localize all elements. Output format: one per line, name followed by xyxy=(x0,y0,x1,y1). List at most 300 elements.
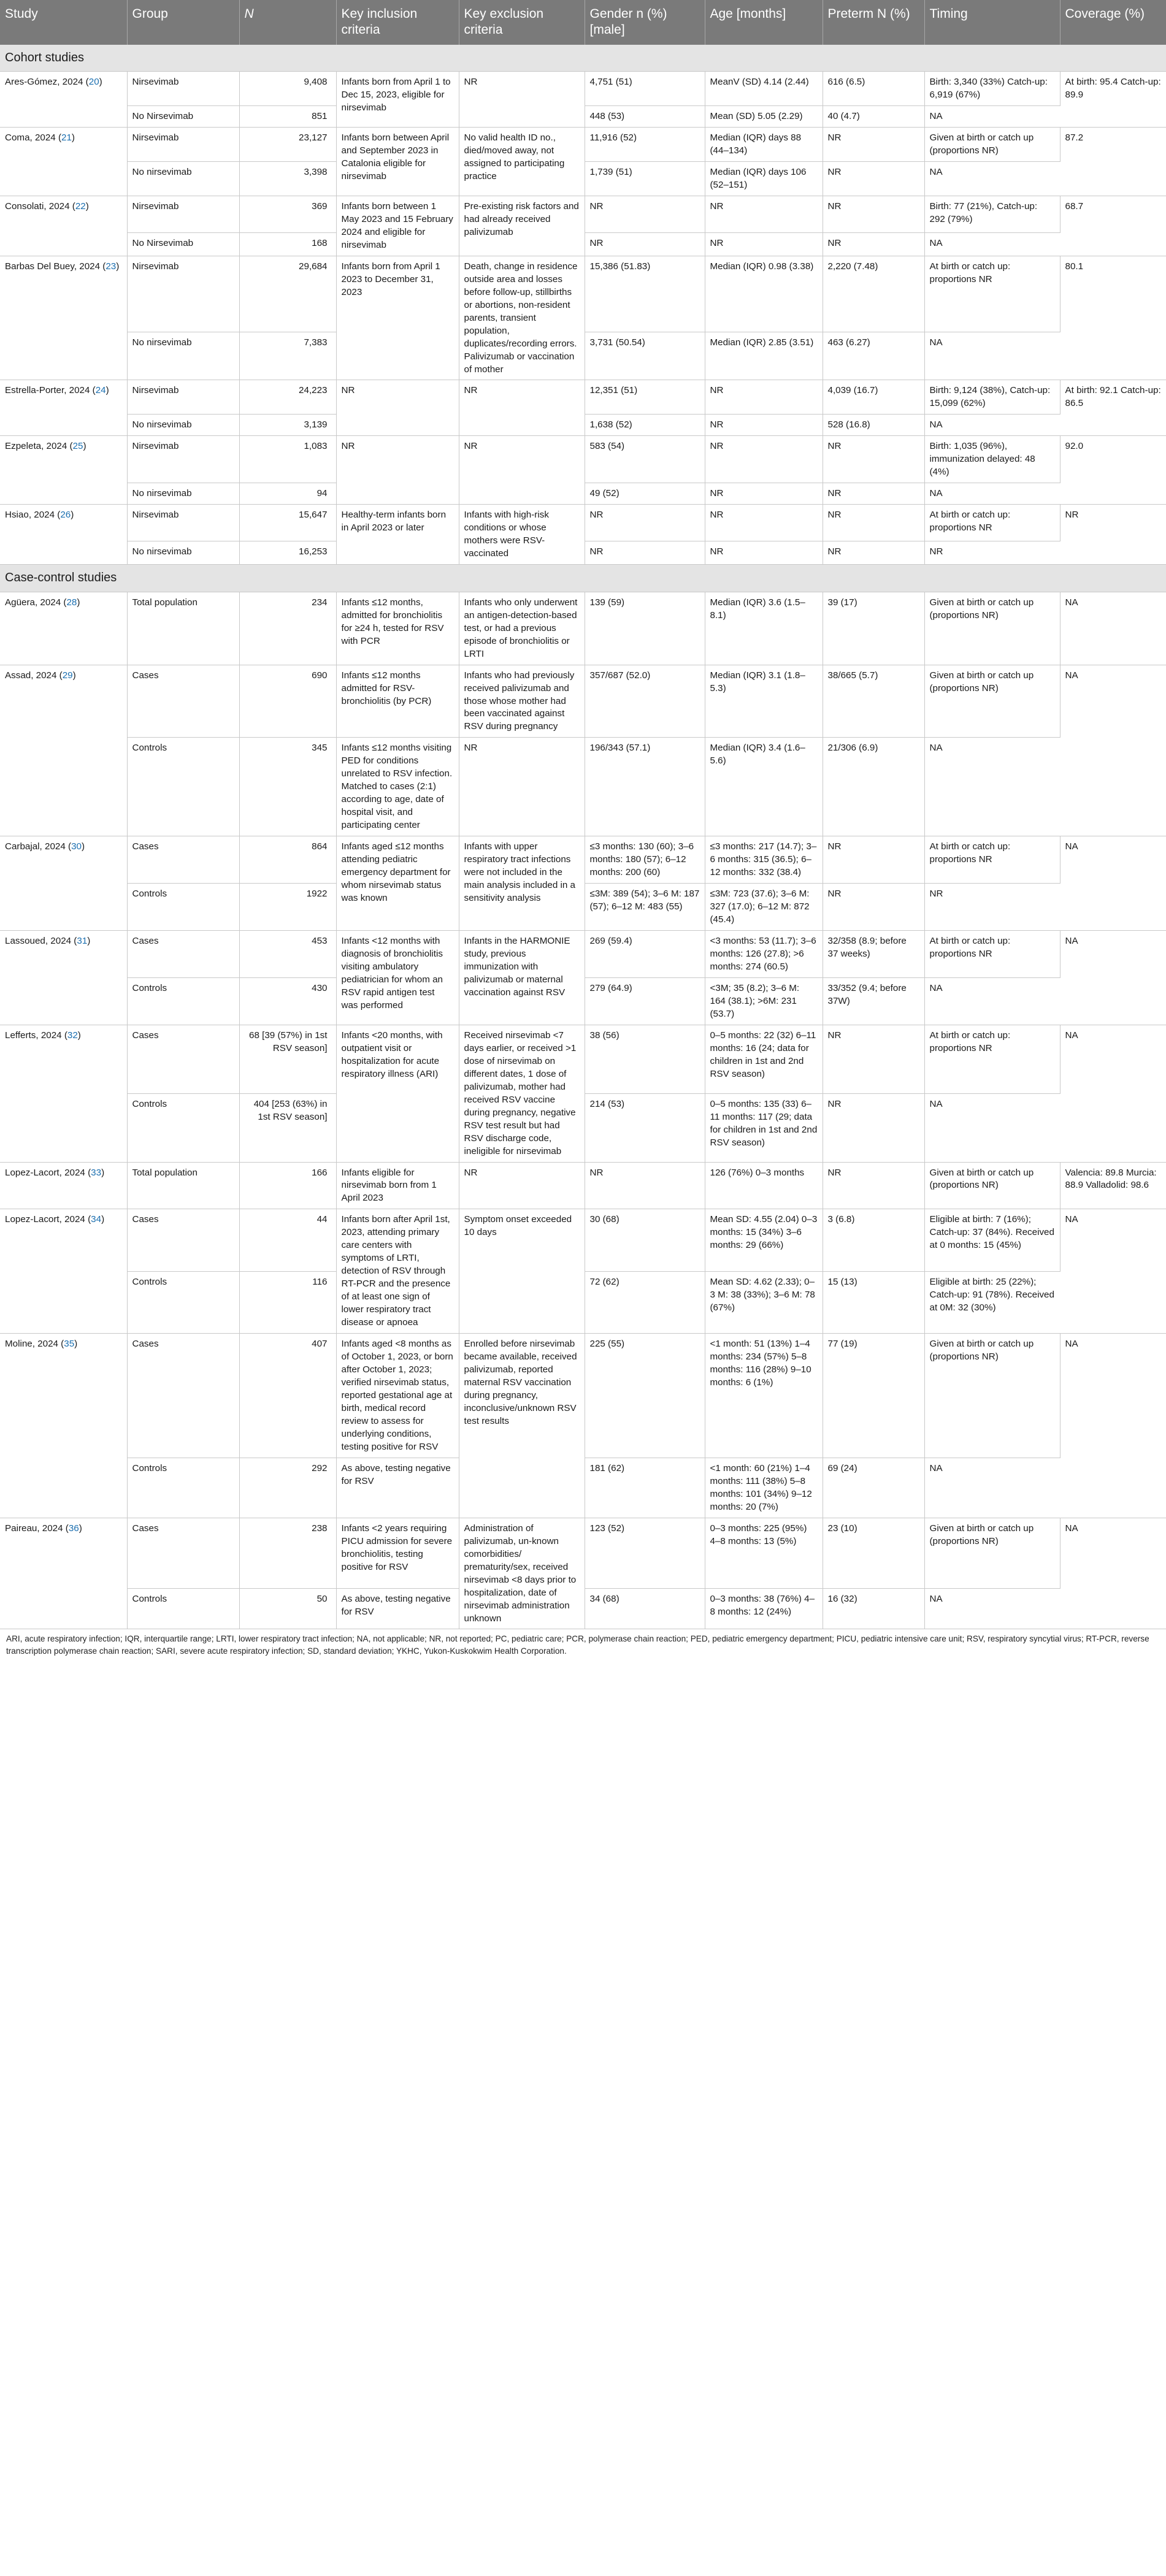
exclusion-cell: Pre-existing risk factors and had already received palivizumab xyxy=(459,196,585,256)
exclusion-cell: Infants with upper respiratory tract infections were not included in the main analysis included in a sensitivity analysis xyxy=(459,836,585,931)
preterm-cell: NR xyxy=(823,196,924,232)
table-row xyxy=(0,128,1166,162)
timing-cell: NR xyxy=(924,884,1060,931)
table-row xyxy=(0,592,1166,665)
study-cell xyxy=(0,1209,127,1334)
reference-close: ) xyxy=(79,1523,82,1534)
exclusion-cell: Administration of palivizumab, un-known comorbidities/ prematurity/sex, received nirsevimab <8 days prior to hospitalization, date of nirsevimab administration unknown xyxy=(459,1518,585,1629)
n-cell: 690 xyxy=(239,665,336,738)
reference-close: ) xyxy=(81,841,85,852)
n-cell: 864 xyxy=(239,836,336,884)
reference-close: ) xyxy=(74,1339,78,1350)
preterm-cell: 16 (32) xyxy=(823,1589,924,1629)
group-cell: Nirsevimab xyxy=(127,256,239,332)
preterm-cell: NR xyxy=(823,161,924,196)
gender-cell: 4,751 (51) xyxy=(585,72,705,106)
inclusion-cell: Infants eligible for nirsevimab born from 1 April 2023 xyxy=(336,1162,459,1209)
age-cell: Median (IQR) 0.98 (3.38) xyxy=(705,256,823,332)
gender-cell: 139 (59) xyxy=(585,592,705,665)
table-row xyxy=(0,1518,1166,1589)
preterm-cell: 38/665 (5.7) xyxy=(823,665,924,738)
study-cell xyxy=(0,1518,127,1629)
exclusion-cell: NR xyxy=(459,380,585,436)
header-inclusion: Key inclusion criteria xyxy=(336,0,459,45)
study-name: Assad, 2024 ( xyxy=(5,670,63,681)
inclusion-cell: Infants born between April and September 2023 in Catalonia eligible for nirsevimab xyxy=(336,128,459,196)
coverage-cell: 87.2 xyxy=(1060,128,1166,196)
study-name: Lassoued, 2024 ( xyxy=(5,936,77,946)
gender-cell: 214 (53) xyxy=(585,1093,705,1162)
gender-cell: 72 (62) xyxy=(585,1271,705,1333)
reference-close: ) xyxy=(71,510,74,521)
coverage-cell: NA xyxy=(1060,1334,1166,1518)
study-name: Consolati, 2024 ( xyxy=(5,201,75,212)
study-name: Moline, 2024 ( xyxy=(5,1339,64,1350)
preterm-cell: NR xyxy=(823,1025,924,1093)
age-cell: <1 month: 60 (21%) 1–4 months: 111 (38%) 5–8 months: 101 (34%) 9–12 months: 20 (7%) xyxy=(705,1458,823,1518)
reference-link[interactable]: 22 xyxy=(75,201,86,212)
reference-close: ) xyxy=(101,1167,105,1178)
reference-link[interactable]: 33 xyxy=(91,1167,102,1178)
coverage-cell: NA xyxy=(1060,836,1166,931)
inclusion-cell: Infants born from April 1 2023 to December 31, 2023 xyxy=(336,256,459,380)
inclusion-cell: Infants aged <8 months as of October 1, 2023, or born after October 1, 2023; verified nirsevimab status, reported gestational age at birth, medical record review to assess for underlying conditions, testing positive for RSV xyxy=(336,1334,459,1458)
header-age: Age [months] xyxy=(705,0,823,45)
preterm-cell: 3 (6.8) xyxy=(823,1209,924,1271)
timing-cell: At birth or catch up: proportions NR xyxy=(924,505,1060,541)
section-title: Cohort studies xyxy=(0,45,1166,72)
section-row xyxy=(0,565,1166,592)
inclusion-cell: Infants born between 1 May 2023 and 15 February 2024 and eligible for nirsevimab xyxy=(336,196,459,256)
group-cell: Controls xyxy=(127,1589,239,1629)
gender-cell: 11,916 (52) xyxy=(585,128,705,162)
coverage-cell: Valencia: 89.8 Murcia: 88.9 Valladolid: 98.6 xyxy=(1060,1162,1166,1209)
gender-cell: ≤3 months: 130 (60); 3–6 months: 180 (57); 6–12 months: 200 (60) xyxy=(585,836,705,884)
inclusion-cell: NR xyxy=(336,436,459,505)
reference-link[interactable]: 36 xyxy=(68,1523,79,1534)
preterm-cell: 69 (24) xyxy=(823,1458,924,1518)
timing-cell: Birth: 9,124 (38%), Catch-up: 15,099 (62%) xyxy=(924,380,1060,415)
age-cell: MeanV (SD) 4.14 (2.44) xyxy=(705,72,823,106)
gender-cell: 123 (52) xyxy=(585,1518,705,1589)
age-cell: Median (IQR) days 88 (44–134) xyxy=(705,128,823,162)
n-cell: 24,223 xyxy=(239,380,336,415)
inclusion-cell: Infants <2 years requiring PICU admission for severe bronchiolitis, testing positive for RSV xyxy=(336,1518,459,1589)
section-row xyxy=(0,45,1166,72)
timing-cell: Given at birth or catch up (proportions NR) xyxy=(924,1334,1060,1458)
exclusion-cell: NR xyxy=(459,436,585,505)
preterm-cell: NR xyxy=(823,884,924,931)
table-row xyxy=(0,72,1166,106)
table-footnote: ARI, acute respiratory infection; IQR, interquartile range; LRTI, lower respiratory tract infection; NA, not applicable; NR, not reported; PC, pediatric care; PCR, polymerase chain reaction; PED, pediatric emergency department; PICU, pediatric intensive care unit; RSV, respiratory syncytial virus; RT-PCR, reverse transcription polymerase chain reaction; SARI, severe acute respiratory infection; SD, standard deviation; YKHC, Yukon-Kuskokwim Health Corporation. xyxy=(6,1634,1149,1656)
study-cell xyxy=(0,256,127,380)
n-cell: 50 xyxy=(239,1589,336,1629)
age-cell: <3M; 35 (8.2); 3–6 M: 164 (38.1); >6M: 231 (53.7) xyxy=(705,977,823,1025)
age-cell: Mean (SD) 5.05 (2.29) xyxy=(705,106,823,128)
coverage-cell: At birth: 95.4 Catch-up: 89.9 xyxy=(1060,72,1166,128)
group-cell: Nirsevimab xyxy=(127,128,239,162)
reference-link[interactable]: 28 xyxy=(66,597,77,608)
table-row xyxy=(0,1209,1166,1271)
section-title: Case-control studies xyxy=(0,565,1166,592)
reference-link[interactable]: 29 xyxy=(62,670,73,681)
study-name: Carbajal, 2024 ( xyxy=(5,841,72,852)
age-cell: NR xyxy=(705,505,823,541)
reference-close: ) xyxy=(85,201,89,212)
group-cell: Nirsevimab xyxy=(127,72,239,106)
n-cell: 430 xyxy=(239,977,336,1025)
group-cell: No nirsevimab xyxy=(127,332,239,380)
study-name: Ezpeleta, 2024 ( xyxy=(5,441,73,452)
preterm-cell: 463 (6.27) xyxy=(823,332,924,380)
exclusion-cell: Infants with high-risk conditions or whose mothers were RSV-vaccinated xyxy=(459,505,585,565)
preterm-cell: 528 (16.8) xyxy=(823,415,924,436)
group-cell: No nirsevimab xyxy=(127,415,239,436)
n-cell: 68 [39 (57%) in 1st RSV season] xyxy=(239,1025,336,1093)
exclusion-cell: Infants who only underwent an antigen-detection-based test, or had a previous episode of bronchiolitis or LRTI xyxy=(459,592,585,665)
group-cell: Cases xyxy=(127,665,239,738)
study-cell xyxy=(0,380,127,436)
exclusion-cell: NR xyxy=(459,1162,585,1209)
reference-link[interactable]: 32 xyxy=(67,1030,78,1041)
preterm-cell: NR xyxy=(823,1162,924,1209)
group-cell: Controls xyxy=(127,884,239,931)
timing-cell: Birth: 1,035 (96%), immunization delayed: 48 (4%) xyxy=(924,436,1060,483)
timing-cell: NA xyxy=(924,1093,1060,1162)
reference-close: ) xyxy=(99,77,102,88)
age-cell: <1 month: 51 (13%) 1–4 months: 234 (57%) 5–8 months: 116 (28%) 9–10 months: 6 (1%) xyxy=(705,1334,823,1458)
n-cell: 168 xyxy=(239,233,336,256)
reference-link[interactable]: 35 xyxy=(64,1339,75,1350)
group-cell: Nirsevimab xyxy=(127,196,239,232)
preterm-cell: 32/358 (8.9; before 37 weeks) xyxy=(823,931,924,978)
n-cell: 16,253 xyxy=(239,541,336,565)
gender-cell: 12,351 (51) xyxy=(585,380,705,415)
age-cell: Median (IQR) 2.85 (3.51) xyxy=(705,332,823,380)
reference-link[interactable]: 20 xyxy=(88,77,99,88)
n-cell: 292 xyxy=(239,1458,336,1518)
reference-link[interactable]: 31 xyxy=(77,936,88,946)
table-row xyxy=(0,836,1166,884)
study-cell xyxy=(0,665,127,836)
preterm-cell: 4,039 (16.7) xyxy=(823,380,924,415)
study-name: Hsiao, 2024 ( xyxy=(5,510,61,521)
preterm-cell: 2,220 (7.48) xyxy=(823,256,924,332)
gender-cell: 448 (53) xyxy=(585,106,705,128)
study-cell xyxy=(0,836,127,931)
preterm-cell: NR xyxy=(823,436,924,483)
timing-cell: Birth: 77 (21%), Catch-up: 292 (79%) xyxy=(924,196,1060,232)
group-cell: No Nirsevimab xyxy=(127,233,239,256)
table-body xyxy=(0,45,1166,1629)
n-cell: 238 xyxy=(239,1518,336,1589)
group-cell: Total population xyxy=(127,1162,239,1209)
n-cell: 234 xyxy=(239,592,336,665)
preterm-cell: 39 (17) xyxy=(823,592,924,665)
group-cell: Controls xyxy=(127,1271,239,1333)
exclusion-cell: NR xyxy=(459,738,585,836)
study-cell xyxy=(0,1025,127,1162)
exclusion-cell: Infants in the HARMONIE study, previous immunization with palivizumab or maternal vaccination against RSV xyxy=(459,931,585,1025)
timing-cell: NA xyxy=(924,332,1060,380)
preterm-cell: NR xyxy=(823,505,924,541)
gender-cell: 1,739 (51) xyxy=(585,161,705,196)
exclusion-cell: No valid health ID no., died/moved away, not assigned to participating practice xyxy=(459,128,585,196)
group-cell: Controls xyxy=(127,1458,239,1518)
gender-cell: 181 (62) xyxy=(585,1458,705,1518)
table-row xyxy=(0,931,1166,978)
header-row xyxy=(0,0,1166,45)
group-cell: Nirsevimab xyxy=(127,505,239,541)
study-name: Agüera, 2024 ( xyxy=(5,597,67,608)
age-cell: 126 (76%) 0–3 months xyxy=(705,1162,823,1209)
header-preterm: Preterm N (%) xyxy=(823,0,924,45)
timing-cell: Given at birth or catch up (proportions NR) xyxy=(924,128,1060,162)
preterm-cell: NR xyxy=(823,233,924,256)
timing-cell: Eligible at birth: 7 (16%); Catch-up: 37 (84%). Received at 0 months: 15 (45%) xyxy=(924,1209,1060,1271)
reference-close: ) xyxy=(71,132,75,143)
age-cell: 0–5 months: 22 (32) 6–11 months: 16 (24; data for children in 1st and 2nd RSV season) xyxy=(705,1025,823,1093)
reference-link[interactable]: 30 xyxy=(71,841,82,852)
timing-cell: Given at birth or catch up (proportions NR) xyxy=(924,665,1060,738)
timing-cell: NA xyxy=(924,1458,1060,1518)
n-cell: 29,684 xyxy=(239,256,336,332)
inclusion-cell: Infants ≤12 months visiting PED for conditions unrelated to RSV infection. Matched to cases (2:1) according to age, date of hospital visit, and participating center xyxy=(336,738,459,836)
coverage-cell: NR xyxy=(1060,505,1166,565)
reference-close: ) xyxy=(83,441,86,452)
group-cell: No nirsevimab xyxy=(127,541,239,565)
timing-cell: Given at birth or catch up (proportions NR) xyxy=(924,592,1060,665)
inclusion-cell: As above, testing negative for RSV xyxy=(336,1589,459,1629)
exclusion-cell: Received nirsevimab <7 days earlier, or received >1 dose of nirsevimab on different dates, 1 dose of palivizumab, mother had received RSV vaccine during pregnancy, negative RSV test result but had RSV discharge code, ineligible for nirsevimab xyxy=(459,1025,585,1162)
gender-cell: 225 (55) xyxy=(585,1334,705,1458)
gender-cell: 15,386 (51.83) xyxy=(585,256,705,332)
gender-cell: NR xyxy=(585,1162,705,1209)
table-row xyxy=(0,505,1166,541)
study-cell xyxy=(0,592,127,665)
coverage-cell: NA xyxy=(1060,592,1166,665)
gender-cell: NR xyxy=(585,541,705,565)
reference-close: ) xyxy=(101,1214,105,1225)
gender-cell: 1,638 (52) xyxy=(585,415,705,436)
inclusion-cell: Infants ≤12 months admitted for RSV-bronchiolitis (by PCR) xyxy=(336,665,459,738)
age-cell: Median (IQR) 3.1 (1.8–5.3) xyxy=(705,665,823,738)
study-cell xyxy=(0,1162,127,1209)
exclusion-cell: NR xyxy=(459,72,585,128)
table-row xyxy=(0,380,1166,415)
inclusion-cell: Healthy-term infants born in April 2023 or later xyxy=(336,505,459,565)
gender-cell: 583 (54) xyxy=(585,436,705,483)
age-cell: ≤3M: 723 (37.6); 3–6 M: 327 (17.0); 6–12 M: 872 (45.4) xyxy=(705,884,823,931)
gender-cell: 49 (52) xyxy=(585,483,705,505)
n-cell: 404 [253 (63%) in 1st RSV season] xyxy=(239,1093,336,1162)
n-cell: 116 xyxy=(239,1271,336,1333)
n-cell: 851 xyxy=(239,106,336,128)
reference-link[interactable]: 21 xyxy=(61,132,72,143)
reference-link[interactable]: 34 xyxy=(91,1214,102,1225)
inclusion-cell: NR xyxy=(336,380,459,436)
gender-cell: 196/343 (57.1) xyxy=(585,738,705,836)
header-n: N xyxy=(239,0,336,45)
reference-link[interactable]: 23 xyxy=(105,261,117,272)
timing-cell: NA xyxy=(924,415,1060,436)
timing-cell: Given at birth or catch up (proportions NR) xyxy=(924,1518,1060,1589)
gender-cell: 34 (68) xyxy=(585,1589,705,1629)
exclusion-cell: Death, change in residence outside area and losses before follow-up, stillbirths or abortions, non-resident parents, transient population, duplicates/recording errors. Palivizumab or vaccination of mother xyxy=(459,256,585,380)
group-cell: Total population xyxy=(127,592,239,665)
group-cell: Controls xyxy=(127,977,239,1025)
inclusion-cell: Infants born from April 1 to Dec 15, 2023, eligible for nirsevimab xyxy=(336,72,459,128)
table-row xyxy=(0,436,1166,483)
inclusion-cell: Infants born after April 1st, 2023, attending primary care centers with symptoms of LRTI, detection of RSV through RT-PCR and the presence of at least one sign of lower respiratory tract disease or apnoea xyxy=(336,1209,459,1334)
inclusion-cell: Infants <20 months, with outpatient visit or hospitalization for acute respiratory illness (ARI) xyxy=(336,1025,459,1162)
reference-close: ) xyxy=(77,1030,81,1041)
study-cell xyxy=(0,128,127,196)
group-cell: Cases xyxy=(127,931,239,978)
preterm-cell: NR xyxy=(823,541,924,565)
n-cell: 15,647 xyxy=(239,505,336,541)
reference-link[interactable]: 25 xyxy=(72,441,83,452)
n-cell: 453 xyxy=(239,931,336,978)
coverage-cell: NA xyxy=(1060,931,1166,1025)
study-cell xyxy=(0,1334,127,1518)
timing-cell: NA xyxy=(924,977,1060,1025)
group-cell: No nirsevimab xyxy=(127,483,239,505)
timing-cell: NA xyxy=(924,161,1060,196)
n-cell: 345 xyxy=(239,738,336,836)
group-cell: No Nirsevimab xyxy=(127,106,239,128)
study-name: Ares-Gómez, 2024 ( xyxy=(5,77,89,88)
age-cell: NR xyxy=(705,415,823,436)
n-cell: 3,398 xyxy=(239,161,336,196)
age-cell: Mean SD: 4.55 (2.04) 0–3 months: 15 (34%) 3–6 months: 29 (66%) xyxy=(705,1209,823,1271)
coverage-cell: 92.0 xyxy=(1060,436,1166,505)
age-cell: NR xyxy=(705,233,823,256)
table-row xyxy=(0,1162,1166,1209)
group-cell: Controls xyxy=(127,738,239,836)
coverage-cell: NA xyxy=(1060,1025,1166,1162)
preterm-cell: NR xyxy=(823,836,924,884)
group-cell: Cases xyxy=(127,1518,239,1589)
header-gender: Gender n (%) [male] xyxy=(585,0,705,45)
gender-cell: ≤3M: 389 (54); 3–6 M: 187 (57); 6–12 M: 483 (55) xyxy=(585,884,705,931)
n-cell: 369 xyxy=(239,196,336,232)
timing-cell: NA xyxy=(924,738,1060,836)
group-cell: Controls xyxy=(127,1093,239,1162)
age-cell: NR xyxy=(705,541,823,565)
coverage-cell: At birth: 92.1 Catch-up: 86.5 xyxy=(1060,380,1166,436)
timing-cell: NA xyxy=(924,233,1060,256)
gender-cell: NR xyxy=(585,196,705,232)
reference-close: ) xyxy=(72,670,76,681)
age-cell: Median (IQR) 3.6 (1.5–8.1) xyxy=(705,592,823,665)
study-cell xyxy=(0,196,127,256)
age-cell: 0–3 months: 225 (95%) 4–8 months: 13 (5%) xyxy=(705,1518,823,1589)
study-name: Paireau, 2024 ( xyxy=(5,1523,69,1534)
preterm-cell: 33/352 (9.4; before 37W) xyxy=(823,977,924,1025)
timing-cell: Eligible at birth: 25 (22%); Catch-up: 91 (78%). Received at 0M: 32 (30%) xyxy=(924,1271,1060,1333)
group-cell: No nirsevimab xyxy=(127,161,239,196)
age-cell: NR xyxy=(705,196,823,232)
preterm-cell: NR xyxy=(823,128,924,162)
timing-cell: NA xyxy=(924,106,1060,128)
study-name: Coma, 2024 ( xyxy=(5,132,62,143)
timing-cell: Birth: 3,340 (33%) Catch-up: 6,919 (67%) xyxy=(924,72,1060,106)
inclusion-cell: As above, testing negative for RSV xyxy=(336,1458,459,1518)
reference-close: ) xyxy=(77,597,80,608)
coverage-cell: 80.1 xyxy=(1060,256,1166,380)
gender-cell: 269 (59.4) xyxy=(585,931,705,978)
gender-cell: 3,731 (50.54) xyxy=(585,332,705,380)
timing-cell: At birth or catch up: proportions NR xyxy=(924,256,1060,332)
timing-cell: At birth or catch up: proportions NR xyxy=(924,1025,1060,1093)
group-cell: Cases xyxy=(127,1334,239,1458)
table-row xyxy=(0,665,1166,738)
age-cell: Median (IQR) 3.4 (1.6–5.6) xyxy=(705,738,823,836)
header-study: Study xyxy=(0,0,127,45)
table-row xyxy=(0,1025,1166,1093)
timing-cell: At birth or catch up: proportions NR xyxy=(924,931,1060,978)
table-row xyxy=(0,256,1166,332)
age-cell: 0–5 months: 135 (33) 6–11 months: 117 (29; data for children in 1st and 2nd RSV season) xyxy=(705,1093,823,1162)
study-name: Lopez-Lacort, 2024 ( xyxy=(5,1167,91,1178)
reference-link[interactable]: 24 xyxy=(95,385,106,396)
preterm-cell: 77 (19) xyxy=(823,1334,924,1458)
inclusion-cell: Infants aged ≤12 months attending pediatric emergency department for whom nirsevimab status was known xyxy=(336,836,459,931)
age-cell: Mean SD: 4.62 (2.33); 0–3 M: 38 (33%); 3–6 M: 78 (67%) xyxy=(705,1271,823,1333)
reference-close: ) xyxy=(116,261,120,272)
header-timing: Timing xyxy=(924,0,1060,45)
group-cell: Cases xyxy=(127,836,239,884)
age-cell: NR xyxy=(705,380,823,415)
gender-cell: 38 (56) xyxy=(585,1025,705,1093)
n-cell: 407 xyxy=(239,1334,336,1458)
reference-close: ) xyxy=(87,936,91,946)
timing-cell: NR xyxy=(924,541,1060,565)
group-cell: Nirsevimab xyxy=(127,436,239,483)
age-cell: ≤3 months: 217 (14.7); 3–6 months: 315 (36.5); 6–12 months: 332 (38.4) xyxy=(705,836,823,884)
header-group: Group xyxy=(127,0,239,45)
exclusion-cell: Symptom onset exceeded 10 days xyxy=(459,1209,585,1334)
table-row xyxy=(0,196,1166,232)
timing-cell: NA xyxy=(924,483,1060,505)
table-row xyxy=(0,738,1166,836)
preterm-cell: 15 (13) xyxy=(823,1271,924,1333)
coverage-cell: NA xyxy=(1060,1209,1166,1334)
exclusion-cell: Infants who had previously received palivizumab and those whose mother had been vaccinated against RSV during pregnancy xyxy=(459,665,585,738)
study-name: Estrella-Porter, 2024 ( xyxy=(5,385,96,396)
n-cell: 1922 xyxy=(239,884,336,931)
gender-cell: 30 (68) xyxy=(585,1209,705,1271)
coverage-cell: NA xyxy=(1060,1518,1166,1629)
n-cell: 9,408 xyxy=(239,72,336,106)
study-cell xyxy=(0,72,127,128)
n-cell: 166 xyxy=(239,1162,336,1209)
coverage-cell: NA xyxy=(1060,665,1166,836)
study-name: Barbas Del Buey, 2024 ( xyxy=(5,261,106,272)
header-exclusion: Key exclusion criteria xyxy=(459,0,585,45)
header-coverage: Coverage (%) xyxy=(1060,0,1166,45)
n-cell: 3,139 xyxy=(239,415,336,436)
exclusion-cell: Enrolled before nirsevimab became available, received palivizumab, reported maternal RSV vaccination during pregnancy, inconclusive/unknown RSV test results xyxy=(459,1334,585,1518)
age-cell: NR xyxy=(705,436,823,483)
timing-cell: At birth or catch up: proportions NR xyxy=(924,836,1060,884)
study-cell xyxy=(0,436,127,505)
reference-link[interactable]: 26 xyxy=(60,510,71,521)
age-cell: <3 months: 53 (11.7); 3–6 months: 126 (27.8); >6 months: 274 (60.5) xyxy=(705,931,823,978)
study-cell xyxy=(0,505,127,565)
preterm-cell: NR xyxy=(823,1093,924,1162)
